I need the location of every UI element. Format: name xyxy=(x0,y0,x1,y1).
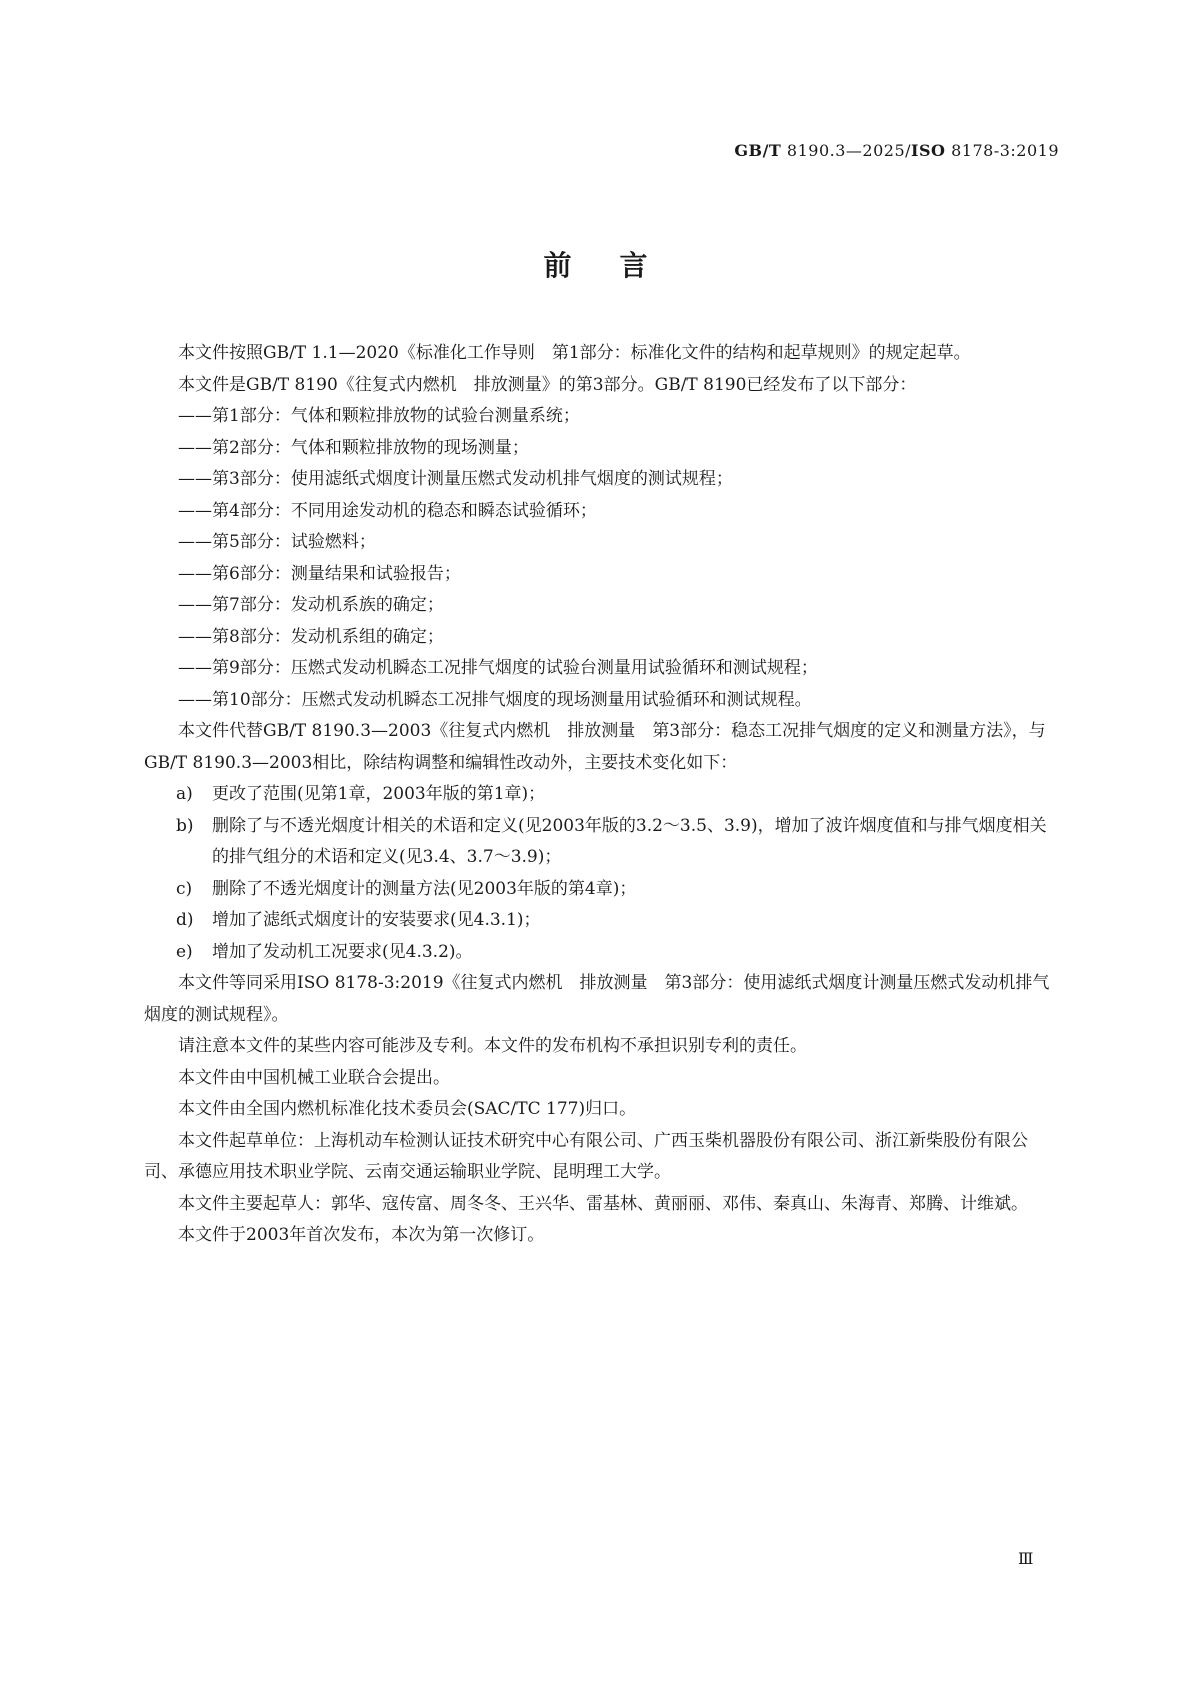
list-item: ——第2部分：气体和颗粒排放物的现场测量； xyxy=(178,437,529,458)
list-item: ——第10部分：压燃式发动机瞬态工况排气烟度的现场测量用试验循环和测试规程。 xyxy=(178,689,812,710)
paragraph-managed-by: 本文件由全国内燃机标准化技术委员会(SAC/TC 177)归口。 xyxy=(178,1099,637,1119)
change-item xyxy=(144,905,1060,937)
list-item: ——第8部分：发动机系组的确定； xyxy=(178,626,444,647)
change-label: d) xyxy=(176,910,194,930)
paragraph-drafting-units: 本文件起草单位：上海机动车检测认证技术研究中心有限公司、广西玉柴机器股份有限公司、浙江新柴股份有限公司、承德应用技术职业学院、云南交通运输职业学院、昆明理工大学。 xyxy=(144,1130,1028,1182)
paragraph-replacement: 本文件代替GB/T 8190.3—2003《往复式内燃机 排放测量 第3部分：稳态工况排气烟度的定义和测量方法》，与GB/T 8190.3—2003相比，除结构调整和编辑性改动外，主要技术变化如下： xyxy=(144,721,1046,773)
document-header xyxy=(734,141,1059,160)
change-text: 删除了不透光烟度计的测量方法(见2003年版的第4章)； xyxy=(212,878,637,899)
change-label: a) xyxy=(176,784,193,804)
list-item: ——第7部分：发动机系族的确定； xyxy=(178,595,444,615)
list-item: ——第9部分：压燃式发动机瞬态工况排气烟度的试验台测量用试验循环和测试规程； xyxy=(178,658,818,678)
list-item: ——第4部分：不同用途发动机的稳态和瞬态试验循环； xyxy=(178,500,597,521)
paragraph-proposed-by: 本文件由中国机械工业联合会提出。 xyxy=(178,1067,450,1088)
paragraph-history: 本文件于2003年首次发布，本次为第一次修订。 xyxy=(178,1225,545,1245)
paragraph-iso-adoption: 本文件等同采用ISO 8178-3:2019《往复式内燃机 排放测量 第3部分：使用滤纸式烟度计测量压燃式发动机排气烟度的测试规程》。 xyxy=(144,973,1050,1025)
change-label: c) xyxy=(176,878,193,899)
change-item xyxy=(144,779,1060,811)
change-label: b) xyxy=(176,815,194,836)
foreword-body xyxy=(144,338,1060,1252)
change-item xyxy=(144,937,1060,969)
change-item xyxy=(144,874,1060,906)
page-title: 前言 xyxy=(543,249,696,282)
list-item: ——第3部分：使用滤纸式烟度计测量压燃式发动机排气烟度的测试规程； xyxy=(178,469,733,489)
change-text: 增加了滤纸式烟度计的安装要求(见4.3.1)； xyxy=(212,910,541,930)
change-text: 删除了与不透光烟度计相关的术语和定义(见2003年版的3.2～3.5、3.9)，增加了波许烟度值和与排气烟度相关的排气组分的术语和定义(见3.4、3.7～3.9)； xyxy=(212,815,1047,867)
change-label: e) xyxy=(176,941,193,962)
change-item xyxy=(144,811,1060,874)
paragraph-series-intro: 本文件是GB/T 8190《往复式内燃机 排放测量》的第3部分。GB/T 8190已经发布了以下部分： xyxy=(178,374,917,395)
iso-code-number: 8178-3:2019 xyxy=(945,141,1059,160)
paragraph-drafting-rules: 本文件按照GB/T 1.1—2020《标准化工作导则 第1部分：标准化文件的结构和起草规则》的规定起草。 xyxy=(178,343,971,363)
change-text: 更改了范围(见第1章，2003年版的第1章)； xyxy=(212,784,546,804)
standard-code-number: 8190.3—2025/ xyxy=(781,141,912,160)
page-number: Ⅲ xyxy=(1018,1549,1034,1568)
iso-code-prefix: ISO xyxy=(911,141,946,160)
paragraph-patent-notice: 请注意本文件的某些内容可能涉及专利。本文件的发布机构不承担识别专利的责任。 xyxy=(178,1036,807,1056)
list-item: ——第6部分：测量结果和试验报告； xyxy=(178,563,461,584)
list-item: ——第5部分：试验燃料； xyxy=(178,532,376,552)
change-text: 增加了发动机工况要求(见4.3.2)。 xyxy=(212,941,473,962)
standard-code-prefix: GB/T xyxy=(734,141,782,160)
list-item: ——第1部分：气体和颗粒排放物的试验台测量系统； xyxy=(178,406,580,426)
paragraph-drafters: 本文件主要起草人：郭华、寇传富、周冬冬、王兴华、雷基林、黄丽丽、邓伟、秦真山、朱海青、郑腾、计维斌。 xyxy=(178,1193,1028,1214)
